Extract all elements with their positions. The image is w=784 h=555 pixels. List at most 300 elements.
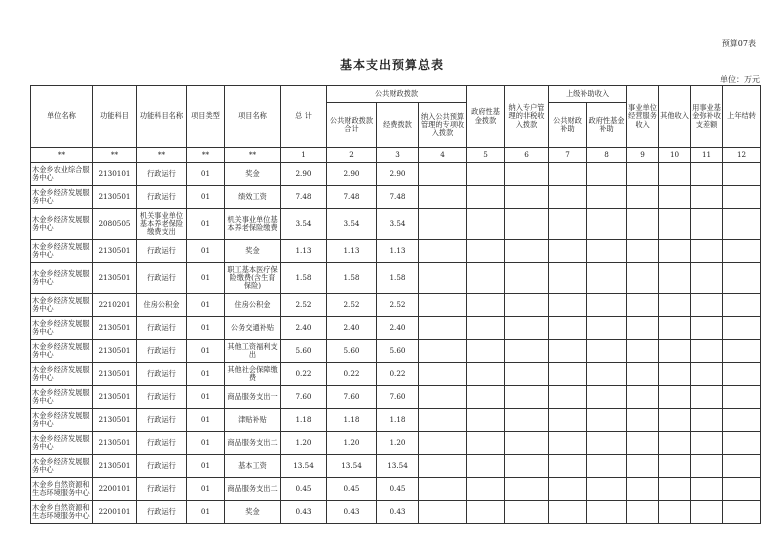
- empty-cell: [467, 163, 505, 186]
- unit-label: 单位：万元: [720, 75, 760, 84]
- empty-cell: [587, 317, 627, 340]
- empty-cell: [691, 386, 723, 409]
- empty-cell: [549, 386, 587, 409]
- public-budget-total-cell: 0.45: [327, 478, 377, 501]
- empty-cell: [505, 409, 549, 432]
- empty-cell: [723, 186, 761, 209]
- unit-name-cell: 木金乡经济发展服务中心: [31, 263, 93, 294]
- empty-cell: [723, 317, 761, 340]
- index-cell: 9: [627, 148, 659, 163]
- table-row: [31, 263, 761, 294]
- index-cell: 3: [377, 148, 419, 163]
- empty-cell: [467, 501, 505, 524]
- budget-alloc-cell: 1.13: [377, 240, 419, 263]
- public-budget-total-cell: 0.43: [327, 501, 377, 524]
- empty-cell: [587, 455, 627, 478]
- project-name-cell: 基本工资: [225, 455, 281, 478]
- empty-cell: [549, 409, 587, 432]
- header-non-tax: 纳入专户管理的非税收入拨款: [505, 86, 549, 148]
- header-public-budget-total: 公共财政拨款合计: [327, 103, 377, 148]
- project-name-cell: 职工基本医疗保险缴费(含生育保险): [225, 263, 281, 294]
- empty-cell: [627, 409, 659, 432]
- func-code-cell: 2130501: [93, 263, 137, 294]
- func-code-cell: 2200101: [93, 478, 137, 501]
- header-superior-sub: 上级补助收入: [549, 86, 627, 103]
- project-name-cell: 其他工资福利支出: [225, 340, 281, 363]
- unit-name-cell: 木金乡自然资源和生态环境服务中心: [31, 478, 93, 501]
- empty-cell: [419, 163, 467, 186]
- table-row: [31, 501, 761, 524]
- empty-cell: [587, 186, 627, 209]
- project-type-cell: 01: [187, 209, 225, 240]
- empty-cell: [549, 501, 587, 524]
- unit-name-cell: 木金乡经济发展服务中心: [31, 240, 93, 263]
- empty-cell: [627, 317, 659, 340]
- table-row: [31, 409, 761, 432]
- total-cell: 5.60: [281, 340, 327, 363]
- empty-cell: [505, 209, 549, 240]
- unit-name-cell: 木金乡经济发展服务中心: [31, 209, 93, 240]
- func-name-cell: 住房公积金: [137, 294, 187, 317]
- empty-cell: [691, 340, 723, 363]
- unit-name-cell: 木金乡经济发展服务中心: [31, 186, 93, 209]
- empty-cell: [505, 163, 549, 186]
- index-cell: **: [93, 148, 137, 163]
- empty-cell: [627, 501, 659, 524]
- empty-cell: [419, 386, 467, 409]
- empty-cell: [587, 501, 627, 524]
- index-cell: 11: [691, 148, 723, 163]
- empty-cell: [505, 363, 549, 386]
- index-cell: **: [31, 148, 93, 163]
- empty-cell: [659, 478, 691, 501]
- table-row: [31, 209, 761, 240]
- project-name-cell: 奖金: [225, 163, 281, 186]
- table-row: [31, 386, 761, 409]
- empty-cell: [723, 294, 761, 317]
- budget-alloc-cell: 7.48: [377, 186, 419, 209]
- unit-name-cell: 木金乡经济发展服务中心: [31, 294, 93, 317]
- unit-name-cell: 木金乡自然资源和生态环境服务中心: [31, 501, 93, 524]
- unit-name-cell: 木金乡经济发展服务中心: [31, 317, 93, 340]
- empty-cell: [723, 263, 761, 294]
- func-code-cell: 2130501: [93, 386, 137, 409]
- index-cell: **: [187, 148, 225, 163]
- empty-cell: [691, 409, 723, 432]
- func-name-cell: 行政运行: [137, 317, 187, 340]
- func-code-cell: 2130501: [93, 455, 137, 478]
- empty-cell: [587, 263, 627, 294]
- index-row: [31, 148, 761, 163]
- project-type-cell: 01: [187, 294, 225, 317]
- empty-cell: [467, 409, 505, 432]
- unit-name-cell: 木金乡经济发展服务中心: [31, 432, 93, 455]
- empty-cell: [627, 363, 659, 386]
- empty-cell: [691, 478, 723, 501]
- empty-cell: [419, 294, 467, 317]
- table-row: [31, 363, 761, 386]
- empty-cell: [627, 432, 659, 455]
- empty-cell: [627, 240, 659, 263]
- project-type-cell: 01: [187, 263, 225, 294]
- total-cell: 1.20: [281, 432, 327, 455]
- empty-cell: [505, 317, 549, 340]
- empty-cell: [691, 209, 723, 240]
- empty-cell: [723, 340, 761, 363]
- empty-cell: [419, 263, 467, 294]
- empty-cell: [505, 263, 549, 294]
- func-code-cell: 2080505: [93, 209, 137, 240]
- empty-cell: [419, 186, 467, 209]
- public-budget-total-cell: 13.54: [327, 455, 377, 478]
- header-total: 总 计: [281, 86, 327, 148]
- budget-alloc-cell: 1.20: [377, 432, 419, 455]
- empty-cell: [587, 478, 627, 501]
- empty-cell: [505, 340, 549, 363]
- project-name-cell: 其他社会保障缴费: [225, 363, 281, 386]
- empty-cell: [549, 455, 587, 478]
- empty-cell: [587, 432, 627, 455]
- empty-cell: [419, 317, 467, 340]
- empty-cell: [467, 432, 505, 455]
- empty-cell: [691, 432, 723, 455]
- project-name-cell: 商品服务支出二: [225, 478, 281, 501]
- empty-cell: [723, 409, 761, 432]
- empty-cell: [659, 186, 691, 209]
- budget-table: [30, 85, 761, 524]
- empty-cell: [419, 478, 467, 501]
- empty-cell: [549, 163, 587, 186]
- public-budget-total-cell: 0.22: [327, 363, 377, 386]
- empty-cell: [659, 294, 691, 317]
- index-cell: 4: [419, 148, 467, 163]
- empty-cell: [505, 501, 549, 524]
- func-name-cell: 机关事业单位基本养老保险缴费支出: [137, 209, 187, 240]
- empty-cell: [659, 386, 691, 409]
- header-superior-fiscal: 公共财政补助: [549, 103, 587, 148]
- empty-cell: [467, 263, 505, 294]
- func-name-cell: 行政运行: [137, 386, 187, 409]
- header-other-income: 其他收入: [659, 86, 691, 148]
- budget-alloc-cell: 0.43: [377, 501, 419, 524]
- empty-cell: [419, 432, 467, 455]
- empty-cell: [467, 386, 505, 409]
- index-cell: 12: [723, 148, 761, 163]
- header-business-income: 事业单位经营服务收入: [627, 86, 659, 148]
- project-type-cell: 01: [187, 340, 225, 363]
- unit-name-cell: 木金乡经济发展服务中心: [31, 363, 93, 386]
- table-row: [31, 294, 761, 317]
- empty-cell: [419, 501, 467, 524]
- empty-cell: [723, 455, 761, 478]
- empty-cell: [587, 240, 627, 263]
- empty-cell: [723, 386, 761, 409]
- public-budget-total-cell: 1.18: [327, 409, 377, 432]
- empty-cell: [587, 294, 627, 317]
- budget-alloc-cell: 7.60: [377, 386, 419, 409]
- index-cell: 8: [587, 148, 627, 163]
- empty-cell: [627, 163, 659, 186]
- empty-cell: [467, 340, 505, 363]
- empty-cell: [659, 363, 691, 386]
- empty-cell: [691, 294, 723, 317]
- header-budget-alloc: 经费拨款: [377, 103, 419, 148]
- empty-cell: [723, 432, 761, 455]
- empty-cell: [549, 478, 587, 501]
- budget-alloc-cell: 1.18: [377, 409, 419, 432]
- project-type-cell: 01: [187, 409, 225, 432]
- empty-cell: [659, 240, 691, 263]
- project-type-cell: 01: [187, 455, 225, 478]
- empty-cell: [505, 432, 549, 455]
- empty-cell: [723, 209, 761, 240]
- index-cell: 10: [659, 148, 691, 163]
- func-name-cell: 行政运行: [137, 163, 187, 186]
- empty-cell: [419, 409, 467, 432]
- empty-cell: [587, 340, 627, 363]
- empty-cell: [587, 209, 627, 240]
- empty-cell: [659, 409, 691, 432]
- empty-cell: [691, 163, 723, 186]
- func-name-cell: 行政运行: [137, 501, 187, 524]
- header-special-fund: 纳入公共预算管理的专项收入拨款: [419, 103, 467, 148]
- public-budget-total-cell: 1.58: [327, 263, 377, 294]
- empty-cell: [691, 263, 723, 294]
- empty-cell: [467, 294, 505, 317]
- total-cell: 1.18: [281, 409, 327, 432]
- project-type-cell: 01: [187, 163, 225, 186]
- public-budget-total-cell: 7.60: [327, 386, 377, 409]
- total-cell: 0.43: [281, 501, 327, 524]
- empty-cell: [627, 478, 659, 501]
- budget-alloc-cell: 2.90: [377, 163, 419, 186]
- table-row: [31, 340, 761, 363]
- index-cell: 6: [505, 148, 549, 163]
- header-project-type: 项目类型: [187, 86, 225, 148]
- empty-cell: [691, 240, 723, 263]
- table-row: [31, 478, 761, 501]
- page-number: 预算07表: [721, 39, 756, 48]
- public-budget-total-cell: 2.90: [327, 163, 377, 186]
- func-code-cell: 2130101: [93, 163, 137, 186]
- budget-alloc-cell: 5.60: [377, 340, 419, 363]
- func-code-cell: 2130501: [93, 409, 137, 432]
- public-budget-total-cell: 7.48: [327, 186, 377, 209]
- func-code-cell: 2210201: [93, 294, 137, 317]
- empty-cell: [659, 432, 691, 455]
- project-name-cell: 商品服务支出一: [225, 386, 281, 409]
- empty-cell: [627, 209, 659, 240]
- func-code-cell: 2200101: [93, 501, 137, 524]
- empty-cell: [691, 501, 723, 524]
- func-name-cell: 行政运行: [137, 263, 187, 294]
- empty-cell: [723, 363, 761, 386]
- empty-cell: [549, 317, 587, 340]
- empty-cell: [467, 478, 505, 501]
- project-name-cell: 商品服务支出二: [225, 432, 281, 455]
- public-budget-total-cell: 1.13: [327, 240, 377, 263]
- empty-cell: [467, 209, 505, 240]
- empty-cell: [723, 501, 761, 524]
- total-cell: 2.40: [281, 317, 327, 340]
- func-name-cell: 行政运行: [137, 240, 187, 263]
- project-type-cell: 01: [187, 478, 225, 501]
- project-name-cell: 津贴补贴: [225, 409, 281, 432]
- empty-cell: [587, 409, 627, 432]
- budget-alloc-cell: 1.58: [377, 263, 419, 294]
- public-budget-total-cell: 1.20: [327, 432, 377, 455]
- project-type-cell: 01: [187, 432, 225, 455]
- public-budget-total-cell: 3.54: [327, 209, 377, 240]
- func-name-cell: 行政运行: [137, 432, 187, 455]
- empty-cell: [691, 186, 723, 209]
- budget-alloc-cell: 13.54: [377, 455, 419, 478]
- index-cell: 1: [281, 148, 327, 163]
- empty-cell: [549, 340, 587, 363]
- header-func-name: 功能科目名称: [137, 86, 187, 148]
- empty-cell: [627, 340, 659, 363]
- public-budget-total-cell: 2.40: [327, 317, 377, 340]
- public-budget-total-cell: 2.52: [327, 294, 377, 317]
- empty-cell: [549, 363, 587, 386]
- func-code-cell: 2130501: [93, 432, 137, 455]
- header-func-code: 功能科目: [93, 86, 137, 148]
- empty-cell: [505, 455, 549, 478]
- func-code-cell: 2130501: [93, 240, 137, 263]
- project-name-cell: 奖金: [225, 501, 281, 524]
- table-row: [31, 163, 761, 186]
- table-row: [31, 186, 761, 209]
- empty-cell: [467, 240, 505, 263]
- func-name-cell: 行政运行: [137, 186, 187, 209]
- empty-cell: [627, 263, 659, 294]
- index-cell: **: [137, 148, 187, 163]
- empty-cell: [587, 386, 627, 409]
- empty-cell: [419, 455, 467, 478]
- empty-cell: [505, 186, 549, 209]
- empty-cell: [549, 294, 587, 317]
- func-code-cell: 2130501: [93, 363, 137, 386]
- empty-cell: [505, 478, 549, 501]
- table-row: [31, 317, 761, 340]
- empty-cell: [467, 363, 505, 386]
- project-name-cell: 绩效工资: [225, 186, 281, 209]
- empty-cell: [467, 455, 505, 478]
- budget-alloc-cell: 2.52: [377, 294, 419, 317]
- total-cell: 1.58: [281, 263, 327, 294]
- budget-alloc-cell: 0.22: [377, 363, 419, 386]
- unit-name-cell: 木金乡经济发展服务中心: [31, 409, 93, 432]
- empty-cell: [627, 186, 659, 209]
- table-row: [31, 432, 761, 455]
- total-cell: 7.48: [281, 186, 327, 209]
- empty-cell: [723, 240, 761, 263]
- empty-cell: [587, 163, 627, 186]
- empty-cell: [627, 455, 659, 478]
- header-gov-fund: 政府性基金拨款: [467, 86, 505, 148]
- project-type-cell: 01: [187, 386, 225, 409]
- index-cell: 2: [327, 148, 377, 163]
- total-cell: 0.45: [281, 478, 327, 501]
- empty-cell: [467, 186, 505, 209]
- project-type-cell: 01: [187, 501, 225, 524]
- page-title: 基本支出预算总表: [339, 58, 444, 72]
- project-type-cell: 01: [187, 317, 225, 340]
- empty-cell: [659, 501, 691, 524]
- index-cell: **: [225, 148, 281, 163]
- budget-alloc-cell: 3.54: [377, 209, 419, 240]
- empty-cell: [659, 163, 691, 186]
- func-code-cell: 2130501: [93, 340, 137, 363]
- header-public-budget: 公共财政拨款: [327, 86, 467, 103]
- empty-cell: [627, 386, 659, 409]
- empty-cell: [505, 240, 549, 263]
- empty-cell: [723, 163, 761, 186]
- empty-cell: [467, 317, 505, 340]
- total-cell: 2.90: [281, 163, 327, 186]
- total-cell: 7.60: [281, 386, 327, 409]
- total-cell: 0.22: [281, 363, 327, 386]
- func-name-cell: 行政运行: [137, 409, 187, 432]
- func-code-cell: 2130501: [93, 186, 137, 209]
- empty-cell: [659, 455, 691, 478]
- header-project-name: 项目名称: [225, 86, 281, 148]
- total-cell: 1.13: [281, 240, 327, 263]
- empty-cell: [587, 363, 627, 386]
- empty-cell: [549, 240, 587, 263]
- empty-cell: [691, 455, 723, 478]
- empty-cell: [659, 340, 691, 363]
- header-last-year: 上年结转: [723, 86, 761, 148]
- index-cell: 5: [467, 148, 505, 163]
- public-budget-total-cell: 5.60: [327, 340, 377, 363]
- empty-cell: [723, 478, 761, 501]
- table-row: [31, 240, 761, 263]
- index-cell: 7: [549, 148, 587, 163]
- total-cell: 2.52: [281, 294, 327, 317]
- empty-cell: [505, 294, 549, 317]
- project-name-cell: 机关事业单位基本养老保险缴费: [225, 209, 281, 240]
- empty-cell: [549, 209, 587, 240]
- empty-cell: [659, 317, 691, 340]
- empty-cell: [419, 240, 467, 263]
- func-name-cell: 行政运行: [137, 478, 187, 501]
- func-code-cell: 2130501: [93, 317, 137, 340]
- empty-cell: [691, 317, 723, 340]
- func-name-cell: 行政运行: [137, 363, 187, 386]
- total-cell: 13.54: [281, 455, 327, 478]
- project-name-cell: 公务交通补贴: [225, 317, 281, 340]
- project-type-cell: 01: [187, 363, 225, 386]
- empty-cell: [549, 263, 587, 294]
- empty-cell: [691, 363, 723, 386]
- table-row: [31, 455, 761, 478]
- header-unit-name: 单位名称: [31, 86, 93, 148]
- unit-name-cell: 木金乡经济发展服务中心: [31, 340, 93, 363]
- empty-cell: [659, 263, 691, 294]
- unit-name-cell: 木金乡经济发展服务中心: [31, 455, 93, 478]
- func-name-cell: 行政运行: [137, 455, 187, 478]
- unit-name-cell: 木金乡经济发展服务中心: [31, 386, 93, 409]
- empty-cell: [659, 209, 691, 240]
- empty-cell: [419, 340, 467, 363]
- header-superior-gov-fund: 政府性基金补助: [587, 103, 627, 148]
- empty-cell: [419, 209, 467, 240]
- func-name-cell: 行政运行: [137, 340, 187, 363]
- project-name-cell: 住房公积金: [225, 294, 281, 317]
- budget-alloc-cell: 0.45: [377, 478, 419, 501]
- empty-cell: [419, 363, 467, 386]
